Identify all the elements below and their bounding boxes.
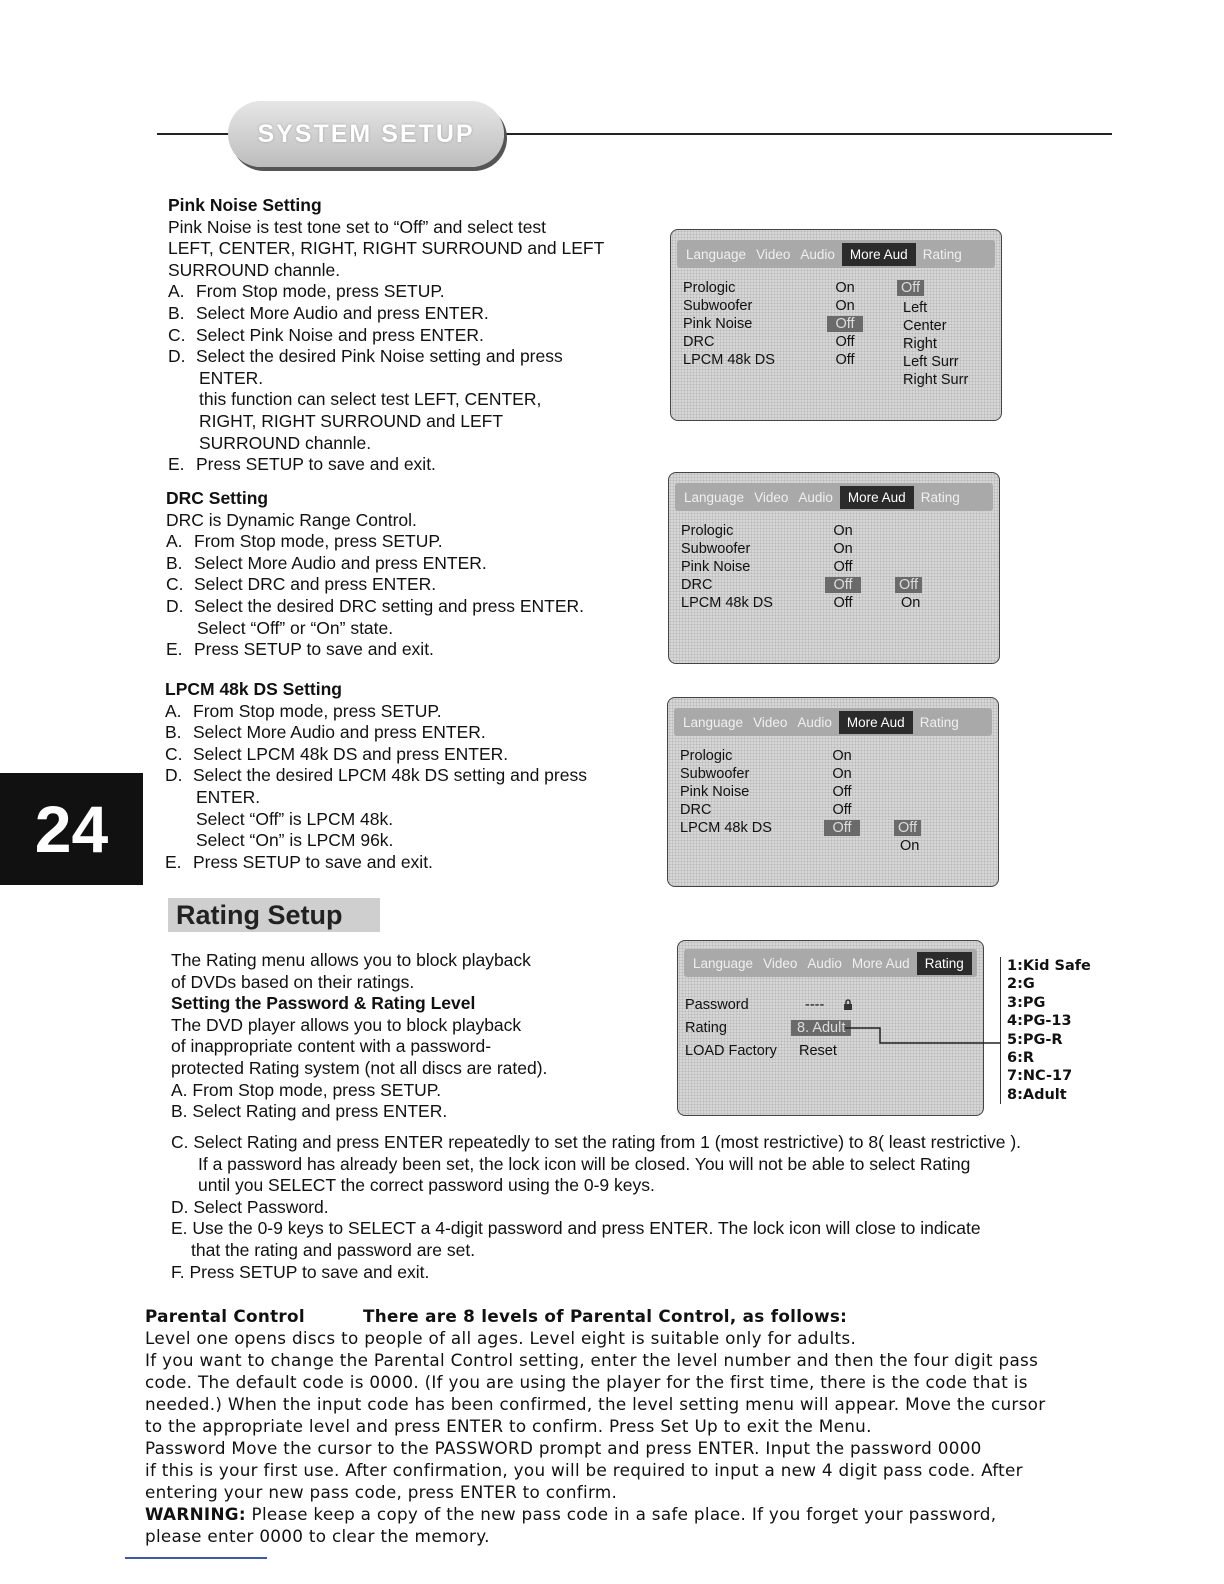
rating-level: 2:G (1007, 976, 1035, 993)
drc-step-d-cont: Select “Off” or “On” state. (197, 617, 394, 638)
menu-row-subwoofer[interactable]: Subwoofer On (680, 766, 852, 782)
option-right-surr[interactable]: Right Surr (903, 372, 969, 388)
menu-row-drc[interactable]: DRC Off (680, 802, 852, 818)
parental-line: Level one opens discs to people of all ages. Level eight is suitable only for adults. (145, 1328, 857, 1348)
pink-step-a: A. From Stop mode, press SETUP. (168, 281, 445, 302)
tab-rating[interactable]: Rating (922, 246, 962, 262)
rating-level: 4:PG-13 (1007, 1013, 1072, 1030)
pink-step-b: B. Select More Audio and press ENTER. (168, 302, 489, 323)
drc-step-b: B. Select More Audio and press ENTER. (166, 552, 487, 573)
rating-level: 6:R (1007, 1050, 1035, 1067)
rating-setup-title: Rating Setup (168, 898, 380, 932)
drc-heading: DRC Setting (166, 488, 269, 508)
menu-row-pink-noise[interactable]: Pink Noise Off (681, 559, 853, 575)
pink-step-c: C. Select Pink Noise and press ENTER. (168, 324, 484, 345)
rating-level: 1:Kid Safe (1007, 958, 1091, 974)
parental-line: code. The default code is 0000. (If you are using the player for the first time, there is the code that is (145, 1372, 1028, 1392)
lpcm-section (165, 679, 655, 873)
pink-step-d: D. Select the desired Pink Noise setting and press (168, 346, 563, 367)
tab-video[interactable]: Video (756, 246, 791, 262)
rating-desc-line: protected Rating system (not all discs are rated). (171, 1057, 548, 1078)
drc-step-c: C. Select DRC and press ENTER. (166, 574, 437, 595)
osd-tab-bar (675, 483, 993, 511)
rating-level: 3:PG (1007, 994, 1046, 1011)
password-rating-subheading: Setting the Password & Rating Level (171, 993, 476, 1014)
tab-rating[interactable]: Rating (920, 489, 960, 505)
pink-intro-line: LEFT, CENTER, RIGHT, RIGHT SURROUND and LEFT (168, 238, 605, 259)
rating-step-f: F. Press SETUP to save and exit. (171, 1261, 430, 1282)
tab-language[interactable]: Language (693, 955, 754, 971)
drc-intro: DRC is Dynamic Range Control. (166, 509, 417, 530)
tab-audio[interactable]: Audio (798, 489, 833, 505)
menu-row-lpcm[interactable]: LPCM 48k DS Off (683, 352, 855, 368)
warning-line (145, 1503, 1145, 1525)
rating-step-a: A. From Stop mode, press SETUP. (171, 1079, 442, 1100)
option-on[interactable]: On (901, 595, 921, 611)
parental-line: Password Move the cursor to the PASSWORD prompt and press ENTER. Input the password 0000 (145, 1438, 982, 1458)
menu-row-drc[interactable]: DRC Off (681, 577, 991, 595)
lpcm-step-d-cont: Select “Off” is LPCM 48k. (196, 808, 394, 829)
tab-language[interactable]: Language (686, 246, 747, 262)
pink-noise-section (168, 195, 663, 476)
pink-noise-heading: Pink Noise Setting (168, 195, 322, 215)
pink-step-e: E. Press SETUP to save and exit. (168, 454, 436, 475)
menu-row-drc[interactable]: DRC Off (683, 334, 855, 350)
menu-row-prologic[interactable]: Prologic On (680, 748, 852, 764)
rating-levels-list (1000, 957, 1091, 1104)
drc-step-a: A. From Stop mode, press SETUP. (166, 531, 443, 552)
osd-drc-menu (668, 472, 1000, 664)
tab-video[interactable]: Video (753, 714, 788, 730)
osd-tab-bar (677, 240, 995, 268)
option-right[interactable]: Right (903, 336, 937, 352)
tab-more-audio[interactable]: More Aud (839, 711, 913, 734)
menu-row-pink-noise[interactable]: Pink Noise Off (680, 784, 852, 800)
rating-level: 7:NC-17 (1007, 1068, 1073, 1085)
drc-step-d: D. Select the desired DRC setting and press ENTER. (166, 595, 585, 616)
rating-desc-line: The DVD player allows you to block playback (171, 1014, 522, 1035)
menu-row-prologic[interactable]: Prologic On (681, 523, 853, 539)
option-off[interactable]: Off (895, 577, 922, 593)
menu-row-password[interactable]: Password ---- (685, 997, 995, 1015)
osd-pink-noise-menu (670, 229, 1002, 421)
header-rule-right (500, 133, 1112, 135)
menu-row-rating[interactable]: Rating 8. Adult (685, 1020, 995, 1038)
tab-more-audio[interactable]: More Aud (840, 486, 914, 509)
lpcm-heading: LPCM 48k DS Setting (165, 679, 342, 699)
option-off[interactable]: Off (894, 820, 921, 836)
menu-row-load-factory[interactable]: LOAD Factory Reset (685, 1043, 837, 1059)
tab-more-audio[interactable]: More Aud (851, 955, 910, 971)
tab-rating[interactable]: Rating (917, 952, 972, 975)
rating-intro-line: The Rating menu allows you to block playback (171, 950, 531, 970)
rating-step-e-cont: that the rating and password are set. (191, 1239, 476, 1260)
lpcm-step-a: A. From Stop mode, press SETUP. (165, 700, 442, 721)
menu-row-lpcm[interactable]: LPCM 48k DS Off (681, 595, 853, 611)
lpcm-step-d-cont: ENTER. (196, 786, 261, 807)
lpcm-step-b: B. Select More Audio and press ENTER. (165, 722, 486, 743)
lpcm-step-d: D. Select the desired LPCM 48k DS setting and press (165, 765, 587, 786)
rating-steps-block (171, 1132, 1151, 1283)
lpcm-step-e: E. Press SETUP to save and exit. (165, 851, 433, 872)
lock-icon (843, 999, 853, 1015)
tab-language[interactable]: Language (683, 714, 744, 730)
rating-step-d: D. Select Password. (171, 1196, 329, 1217)
tab-video[interactable]: Video (763, 955, 798, 971)
rating-step-c-cont: until you SELECT the correct password using the 0-9 keys. (198, 1175, 655, 1196)
option-off[interactable]: Off (897, 280, 924, 296)
tab-video[interactable]: Video (754, 489, 789, 505)
rating-step-e: E. Use the 0-9 keys to SELECT a 4-digit password and press ENTER. The lock icon will close to indicate (171, 1218, 981, 1239)
callout-connector (840, 1020, 1002, 1050)
rating-desc-line: of inappropriate content with a password- (171, 1036, 492, 1057)
menu-row-lpcm[interactable]: LPCM 48k DS Off (680, 820, 990, 838)
osd-lpcm-menu (667, 697, 999, 887)
warning-cont: please enter 0000 to clear the memory. (145, 1526, 490, 1546)
drc-section (166, 488, 656, 661)
pink-step-d-cont: SURROUND channle. (199, 432, 372, 453)
warning-label: WARNING: (145, 1504, 246, 1524)
osd-tab-bar (684, 949, 977, 977)
parental-heading: Parental Control (145, 1306, 305, 1326)
tab-audio[interactable]: Audio (797, 714, 832, 730)
pink-step-d-cont: RIGHT, RIGHT SURROUND and LEFT (199, 410, 504, 431)
pink-intro-line: SURROUND channle. (168, 259, 341, 280)
pink-step-d-cont: this function can select test LEFT, CENTER, (199, 389, 542, 410)
rating-step-b: B. Select Rating and press ENTER. (171, 1101, 448, 1122)
pink-intro-line: Pink Noise is test tone set to “Off” and select test (168, 216, 547, 237)
rating-intro-line: of DVDs based on their ratings. (171, 971, 415, 992)
parental-line: entering your new pass code, press ENTER to confirm. (145, 1482, 618, 1502)
rating-level: 5:PG-R (1007, 1031, 1063, 1048)
tab-audio[interactable]: Audio (800, 246, 835, 262)
footer-rule (125, 1557, 267, 1559)
section-title-badge: SYSTEM SETUP (228, 101, 504, 167)
option-left[interactable]: Left (903, 300, 928, 316)
parental-line: If you want to change the Parental Control setting, enter the level number and then the four digit pass (145, 1350, 1039, 1370)
parental-line: to the appropriate level and press ENTER to confirm. Press Set Up to exit the Menu. (145, 1416, 872, 1436)
option-center[interactable]: Center (903, 318, 947, 334)
menu-row-prologic[interactable]: Prologic On (683, 280, 855, 296)
drc-step-e: E. Press SETUP to save and exit. (166, 639, 434, 660)
lpcm-step-d-cont: Select “On” is LPCM 96k. (196, 830, 394, 851)
option-on[interactable]: On (900, 838, 920, 854)
parental-subheading: There are 8 levels of Parental Control, as follows: (363, 1306, 848, 1326)
parental-heading-line (145, 1305, 1145, 1327)
menu-row-subwoofer[interactable]: Subwoofer On (681, 541, 853, 557)
rating-intro-block (171, 950, 671, 1123)
parental-line: needed.) When the input code has been confirmed, the level setting menu will appear. Move the cursor (145, 1394, 1046, 1414)
osd-tab-bar (674, 708, 992, 736)
page-number-tab: 24 (0, 773, 143, 885)
parental-control-section (145, 1305, 1145, 1547)
header-rule-left (157, 133, 237, 135)
tab-language[interactable]: Language (684, 489, 745, 505)
pink-step-d-cont: ENTER. (199, 367, 264, 388)
rating-step-c: C. Select Rating and press ENTER repeatedly to set the rating from 1 (most restrictive) to 8( least restrictive ). (171, 1132, 1022, 1152)
menu-row-pink-noise[interactable]: Pink Noise Off (683, 316, 993, 334)
rating-level: 8:Adult (1007, 1086, 1067, 1103)
warning-text: Please keep a copy of the new pass code in a safe place. If you forget your password, (245, 1504, 997, 1524)
tab-rating[interactable]: Rating (919, 714, 959, 730)
menu-row-subwoofer[interactable]: Subwoofer On (683, 298, 855, 314)
parental-line: if this is your first use. After confirmation, you will be required to input a new 4 digit pass code. After (145, 1460, 1023, 1480)
tab-audio[interactable]: Audio (807, 955, 842, 971)
tab-more-audio[interactable]: More Aud (842, 243, 916, 266)
option-left-surr[interactable]: Left Surr (903, 354, 959, 370)
rating-step-c-cont: If a password has already been set, the lock icon will be closed. You will not be able to select Rating (198, 1153, 971, 1174)
lpcm-step-c: C. Select LPCM 48k DS and press ENTER. (165, 743, 509, 764)
